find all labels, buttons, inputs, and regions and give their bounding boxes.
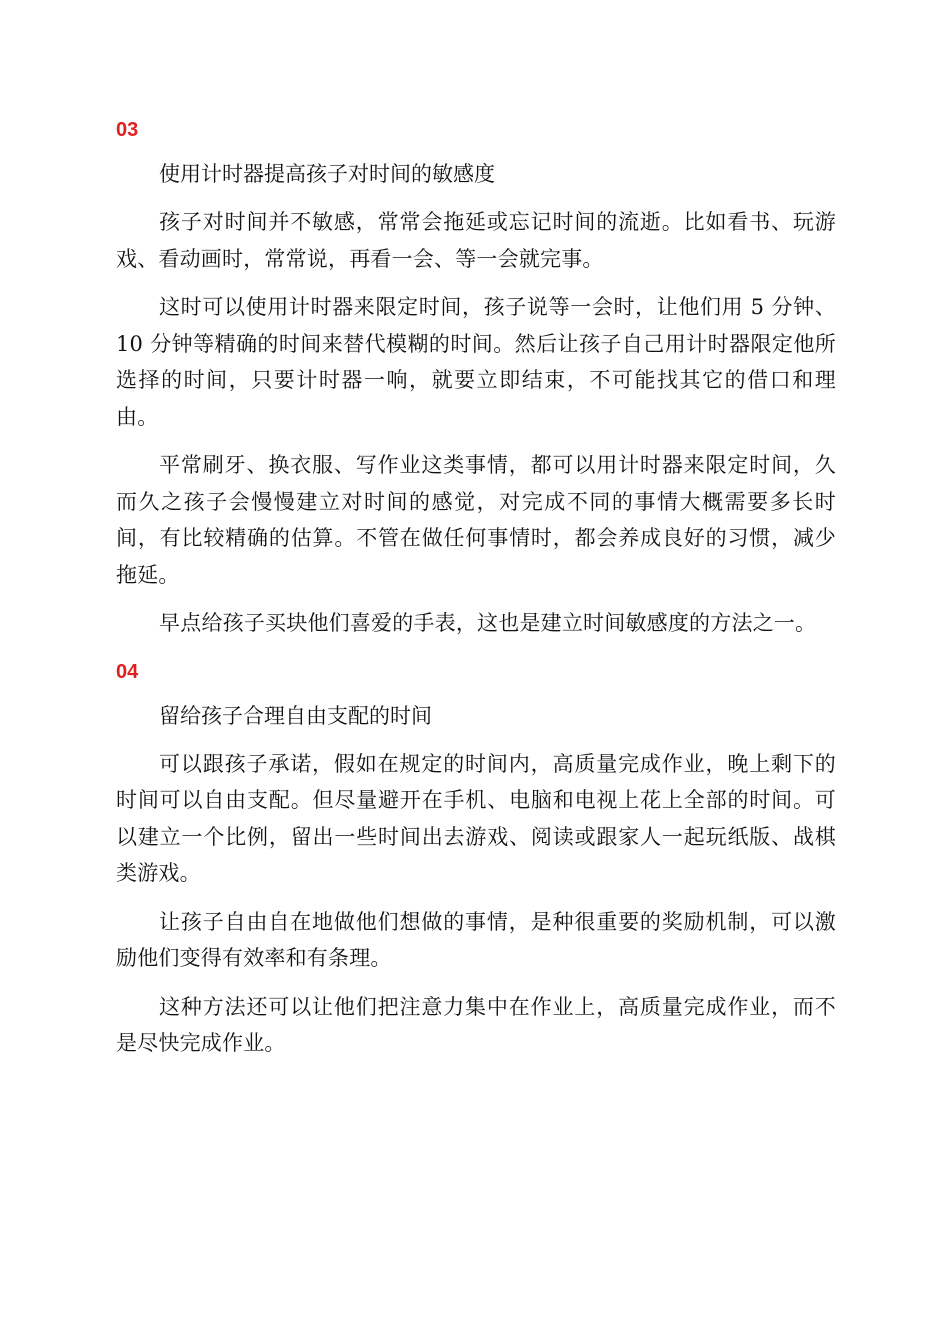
section-heading: 使用计时器提高孩子对时间的敏感度: [159, 162, 496, 186]
section-heading: 留给孩子合理自由支配的时间: [159, 703, 433, 728]
paragraph: 可以跟孩子承诺，假如在规定的时间内，高质量完成作业，晚上剩下的时间可以自由支配。但尽量避开在手机、电脑和电视上花上全部的时间。可以建立一个比例，留出一些时间出去游戏、阅读或跟家人一起玩纸版、战棋类游戏。: [116, 751, 836, 885]
section-04: [116, 654, 836, 1062]
section-number: 04: [116, 660, 139, 683]
paragraph: 平常刷牙、换衣服、写作业这类事情，都可以用计时器来限定时间，久而久之孩子会慢慢建立对时间的感觉，对完成不同的事情大概需要多长时间，有比较精确的估算。不管在做任何事情时，都会养成良好的习惯，减少拖延。: [116, 453, 836, 587]
paragraph: 这种方法还可以让他们把注意力集中在作业上，高质量完成作业，而不是尽快完成作业。: [116, 994, 836, 1055]
paragraph: 这时可以使用计时器来限定时间，孩子说等一会时，让他们用 5 分钟、10 分钟等精确的时间来替代模糊的时间。然后让孩子自己用计时器限定他所选择的时间，只要计时器一响，就要立即结束，不可能找其它的借口和理由。: [116, 295, 836, 429]
section-03: [116, 112, 836, 642]
paragraph: 孩子对时间并不敏感，常常会拖延或忘记时间的流逝。比如看书、玩游戏、看动画时，常常说，再看一会、等一会就完事。: [116, 210, 836, 271]
paragraph: 让孩子自由自在地做他们想做的事情，是种很重要的奖励机制，可以激励他们变得有效率和有条理。: [116, 909, 836, 970]
paragraph: 早点给孩子买块他们喜爱的手表，这也是建立时间敏感度的方法之一。: [159, 611, 817, 635]
document-page: [116, 112, 836, 1074]
section-number: 03: [116, 119, 139, 141]
